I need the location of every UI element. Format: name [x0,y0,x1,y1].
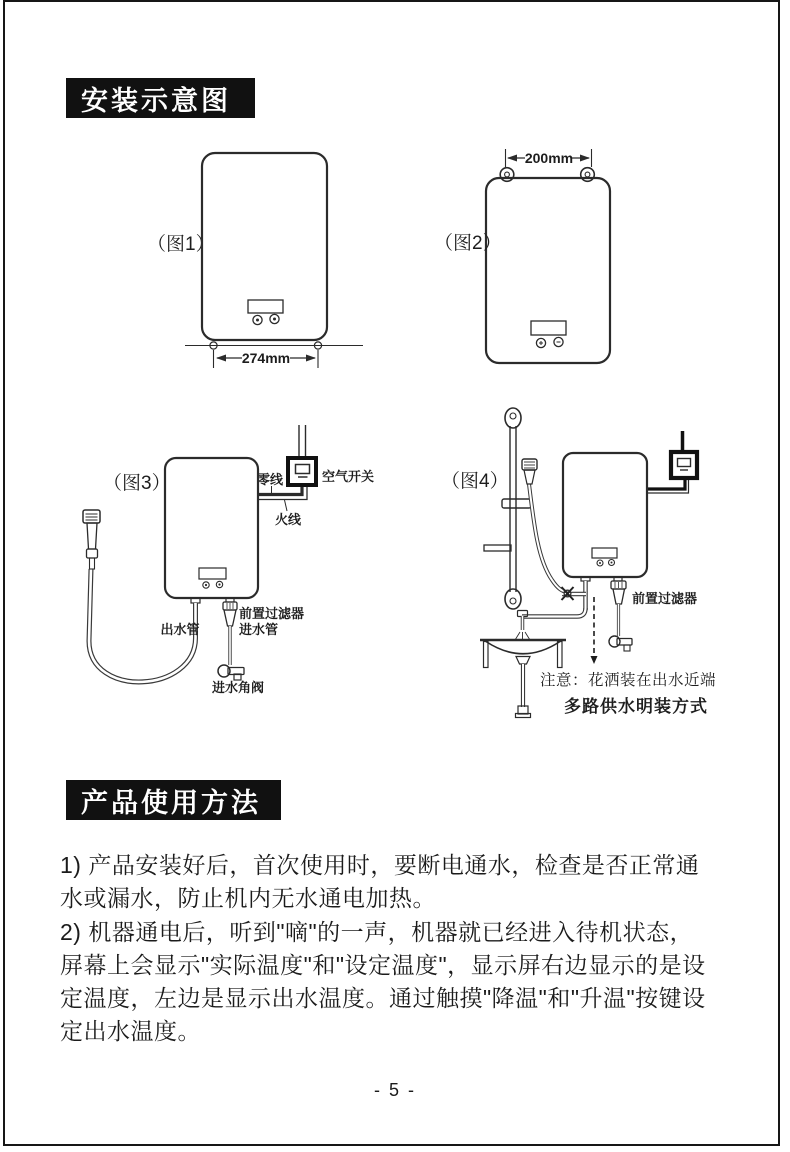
figure-4-label: （图4） [441,471,509,492]
pre-filter-label: 前置过滤器 [239,606,305,621]
shower-head [83,510,100,569]
mounting-ears [500,168,594,182]
instruction-line: 2) 机器通电后，听到"嘀"的一声，机器就已经进入待机状态， [60,918,694,945]
figure-1-width-value: 274mm [241,350,291,366]
instruction-line: 1) 产品安装好后，首次使用时，要断电通水，检查是否正常通 [60,852,700,878]
note-pointer-arrow [591,597,598,664]
instruction-line: 定温度，左边是显示出水温度。通过触摸"降温"和"升温"按键设 [60,985,706,1012]
air-switch-icon [288,458,316,485]
figure-2-heater-mounting [425,145,655,380]
hole-dimension [506,149,592,167]
shower-rail [484,408,531,609]
inlet-angle-valve [218,665,244,680]
inlet-valve-label: 进水角阀 [211,680,265,695]
live-wire-label: 火线 [274,512,302,527]
pre-filter-label: 前置过滤器 [632,591,698,606]
handheld-shower [522,459,567,593]
figure-1-heater-front [140,145,385,380]
section-title-installation-label: 安装示意图 [81,85,231,116]
figure-3-installation [60,400,390,710]
figure-4-caption: 多路供水明装方式 [564,697,708,716]
neutral-wire-label: 零线 [256,472,283,487]
section-title-installation [66,78,255,118]
instruction-line: 水或漏水，防止机内无水通电加热。 [60,885,436,912]
figure-4-installation [428,393,760,725]
width-dimension [185,342,363,368]
instruction-line: 定出水温度。 [60,1018,201,1045]
figure-2-label: （图2） [434,233,502,254]
page-number: - 5 - [373,1080,416,1100]
air-switch-icon [671,452,697,478]
inlet-pipe-label: 进水管 [239,622,279,637]
figure-1-label: （图1） [147,234,215,255]
pre-filter [223,598,237,626]
figure-3-label: （图3） [103,473,171,494]
air-switch-label: 空气开关 [322,469,375,484]
outlet-pipe-label: 出水管 [160,622,200,637]
instruction-line: 屏幕上会显示"实际温度"和"设定温度"，显示屏右边显示的是设 [60,951,706,978]
pre-filter [609,577,632,651]
heater-body [202,153,327,340]
usage-instructions [60,849,750,1049]
heater-body [165,458,258,598]
heater-body [486,178,610,363]
section-title-usage [66,780,281,820]
figure-4-note: 注意：花洒装在出水近端 [540,672,717,689]
figure-2-hole-spacing-value: 200mm [524,150,574,166]
section-title-usage-label: 产品使用方法 [81,787,261,818]
heater-body [563,453,647,577]
